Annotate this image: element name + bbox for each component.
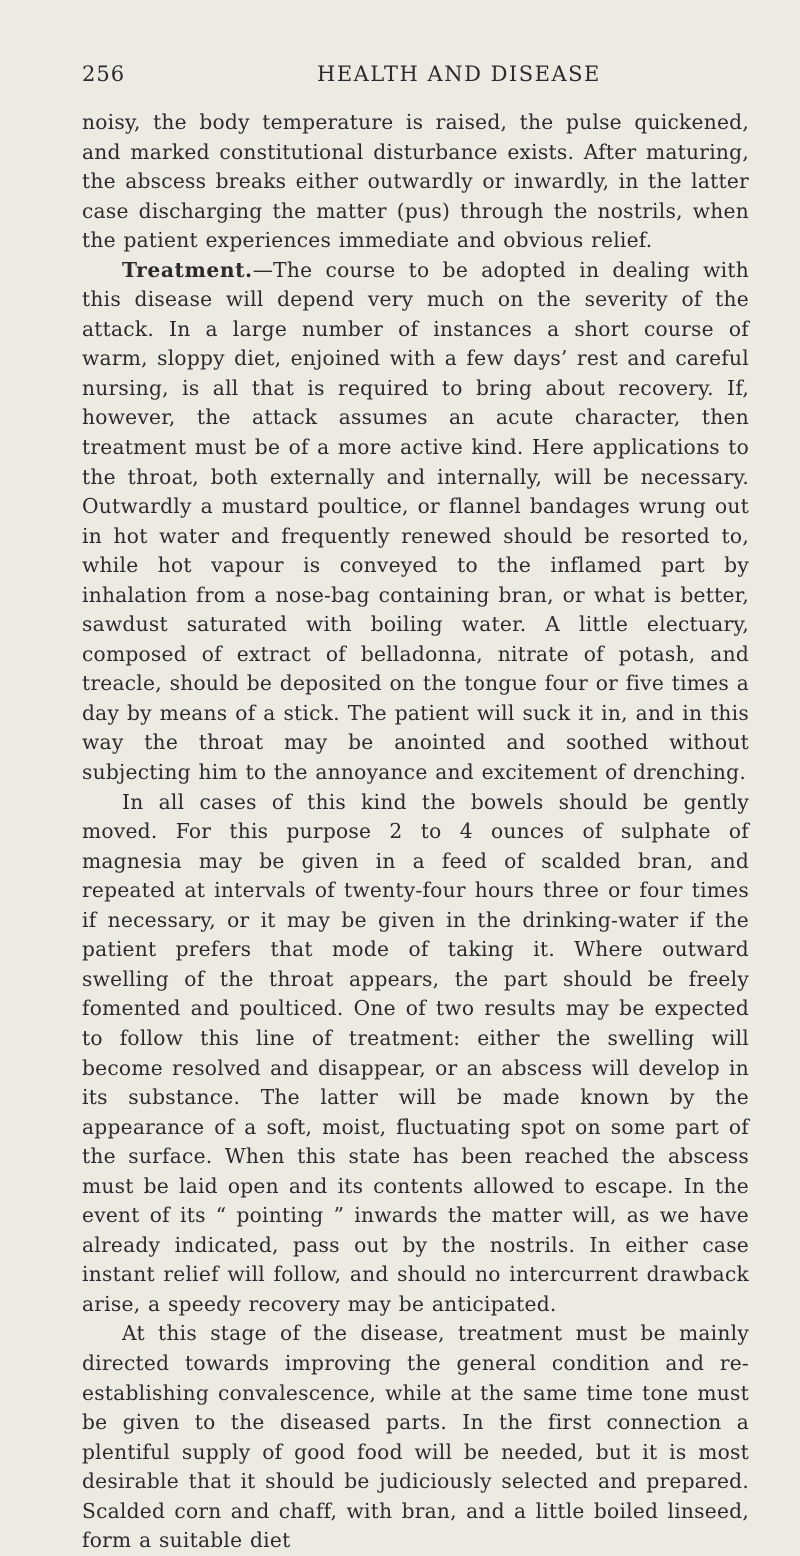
paragraph-3: In all cases of this kind the bowels should be gently moved. For this purpose 2 to 4 ounces of sulphate of magnesia may be given in a feed of scalded bran, and repeated at intervals of twenty-four hours three or four times if necessary, or it may be given in the drinking-water if the patient prefers that mode of taking it. Where outward swelling of the throat appears, the part should be freely fomented and poulticed. One of two results may be expected to follow this line of treatment: either the swelling will become resolved and disappear, or an abscess will develop in its substance. The latter will be made known by the appearance of a soft, moist, fluctuating spot on some part of the surface. When this state has been reached the abscess must be laid open and its contents allowed to escape. In the event of its “ pointing ” inwards the matter will, as we have already indicated, pass out by the nostrils. In either case instant relief will follow, and should no intercurrent drawback arise, a speedy recovery may be anticipated. (82, 789, 749, 1316)
body-text (82, 108, 749, 1556)
page-number: 256 (82, 62, 126, 86)
paragraph-4: At this stage of the disease, treatment must be mainly directed towards improving the general condition and re-establishing convalescence, while at the same time tone must be given to the diseased parts. In the first connection a plentiful supply of good food will be needed, but it is most desirable that it should be judiciously selected and prepared. Scalded corn and chaff, with bran, and a little boiled linseed, form a suitable diet (82, 1321, 749, 1553)
paragraph-treatment (82, 256, 749, 788)
treatment-heading: Treatment. (122, 257, 253, 282)
treatment-text: —The course to be adopted in dealing with this disease will depend very much on the severity of the attack. In a large number of instances a short course of warm, sloppy diet, enjoined with a few days’ rest and careful nursing, is all that is required to bring about recovery. If, however, the attack assumes an acute character, then treatment must be of a more active kind. Here applications to the throat, both externally and internally, will be necessary. Outwardly a mustard poultice, or flannel bandages wrung out in hot water and frequently renewed should be resorted to, while hot vapour is conveyed to the inflamed part by inhalation from a nose-bag containing bran, or what is better, sawdust saturated with boiling water. A little electuary, composed of extract of belladonna, nitrate of potash, and treacle, should be deposited on the tongue four or five times a day by means of a stick. The patient will suck it in, and in this way the throat may be anointed and soothed without subjecting him to the annoyance and excitement of drenching. (82, 257, 749, 785)
running-title: HEALTH AND DISEASE (317, 62, 601, 86)
running-head (82, 62, 747, 90)
paragraph-1: noisy, the body temperature is raised, the pulse quickened, and marked constitutional disturbance exists. After maturing, the abscess breaks either outwardly or inwardly, in the latter case discharging the matter (pus) through the nostrils, when the patient experiences immediate and obvious relief. (82, 110, 749, 253)
